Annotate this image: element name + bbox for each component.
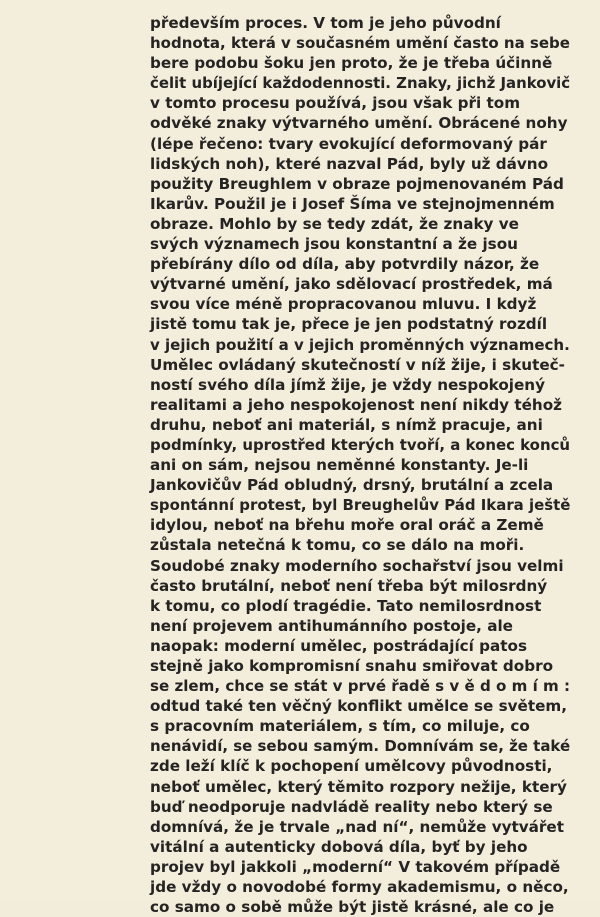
text-line: ani on sám, nejsou neměnné konstanty. Je-li (150, 456, 529, 475)
text-line: jistě tomu tak je, přece je jen podstatný rozdíl (150, 315, 548, 334)
text-line: v jejich použití a v jejich proměnných významech. (150, 335, 570, 354)
text-line: k tomu, co plodí tragédie. Tato nemilosrdnost (150, 596, 542, 615)
text-line: (lépe řečeno: tvary evokující deformovaný pár (150, 134, 547, 153)
text-line: podmínky, uprostřed kterých tvoří, a konec konců (150, 435, 571, 454)
text-line: Umělec ovládaný skutečností v níž žije, i skuteč- (150, 355, 565, 374)
text-line: zůstala netečná k tomu, co se dálo na moři. (150, 536, 525, 555)
text-line: výtvarné umění, jako sdělovací prostředek, má (150, 275, 553, 294)
text-line: nenávidí, se sebou samým. Domnívám se, že také (150, 737, 571, 756)
text-line: se zlem, chce se stát v prvé řadě s v ě d o m í m : (150, 677, 570, 696)
text-line: Jankovičův Pád obludný, drsný, brutální a zcela (150, 476, 554, 495)
text-line: s pracovním materiálem, s tím, co miluje, co (150, 717, 530, 736)
text-line: Ikarův. Použil je i Josef Šíma ve stejnojmenném (150, 194, 555, 213)
text-line: zde leží klíč k pochopení umělcovy původnosti, (150, 757, 553, 776)
text-line: často brutální, neboť není třeba být milosrdný (150, 576, 548, 595)
text-line: stejně jako kompromisní snahu smiřovat dobro (150, 657, 554, 675)
text-line: svou více méně propracovanou mluvu. I když (150, 295, 537, 314)
text-line: neboť umělec, který těmito rozpory nežije, který (150, 777, 567, 796)
text-line: čelit ubíjející každodennosti. Znaky, jichž Jankovič (150, 74, 571, 93)
text-line: přebírány dílo od díla, aby potvrdily názor, že (150, 255, 540, 274)
text-line: spontánní protest, byl Breughelův Pád Ikara ještě (150, 496, 571, 515)
text-line: realitami a jeho nespokojenost není nikdy téhož (150, 395, 563, 414)
text-line: lidských noh), které nazval Pád, byly už dávno (150, 154, 549, 173)
text-line: idylou, neboť na břehu moře oral oráč a Země (150, 516, 544, 535)
text-line: jde vždy o novodobé formy akademismu, o něco, (150, 878, 569, 897)
text-line: obraze. Mohlo by se tedy zdát, že znaky ve (150, 214, 519, 233)
text-line: domnívá, že je trvale „nad ní“, nemůže vytvářet (150, 817, 564, 836)
body-text (150, 13, 570, 917)
text-line: především proces. V tom je jeho původní (150, 14, 501, 32)
text-line: odvěké znaky výtvarného umění. Obrácené nohy (150, 114, 568, 133)
text-line: naopak: moderní umělec, postrádající patos (150, 636, 528, 655)
text-line: co samo o sobě může být jistě krásné, ale co je (150, 898, 555, 917)
text-line: druhu, neboť ani materiál, s nímž pracuje, ani (150, 415, 543, 434)
text-line: hodnota, která v současném umění často na sebe (150, 34, 570, 53)
text-line: projev byl jakkoli „moderní“ V takovém případě (150, 857, 561, 876)
text-line: v tomto procesu používá, jsou však při tom (150, 94, 521, 113)
text-line: svých významech jsou konstantní a že jsou (150, 235, 518, 254)
text-line: buď neodporuje nadvládě reality nebo který se (150, 797, 553, 816)
text-line: použity Breughlem v obraze pojmenovaném Pád (150, 174, 564, 193)
text-line: bere podobu šoku jen proto, že je třeba účinně (150, 54, 553, 73)
text-line: vitální a autenticky dobová díla, byť by jeho (150, 837, 528, 856)
text-line: Soudobé znaky moderního sochařství jsou velmi (150, 556, 564, 575)
text-line: odtud také ten věčný konflikt umělce se světem, (150, 697, 567, 716)
text-line: ností svého díla jímž žije, je vždy nespokojený (150, 375, 546, 394)
text-line: není projevem antihumánního postoje, ale (150, 616, 513, 635)
